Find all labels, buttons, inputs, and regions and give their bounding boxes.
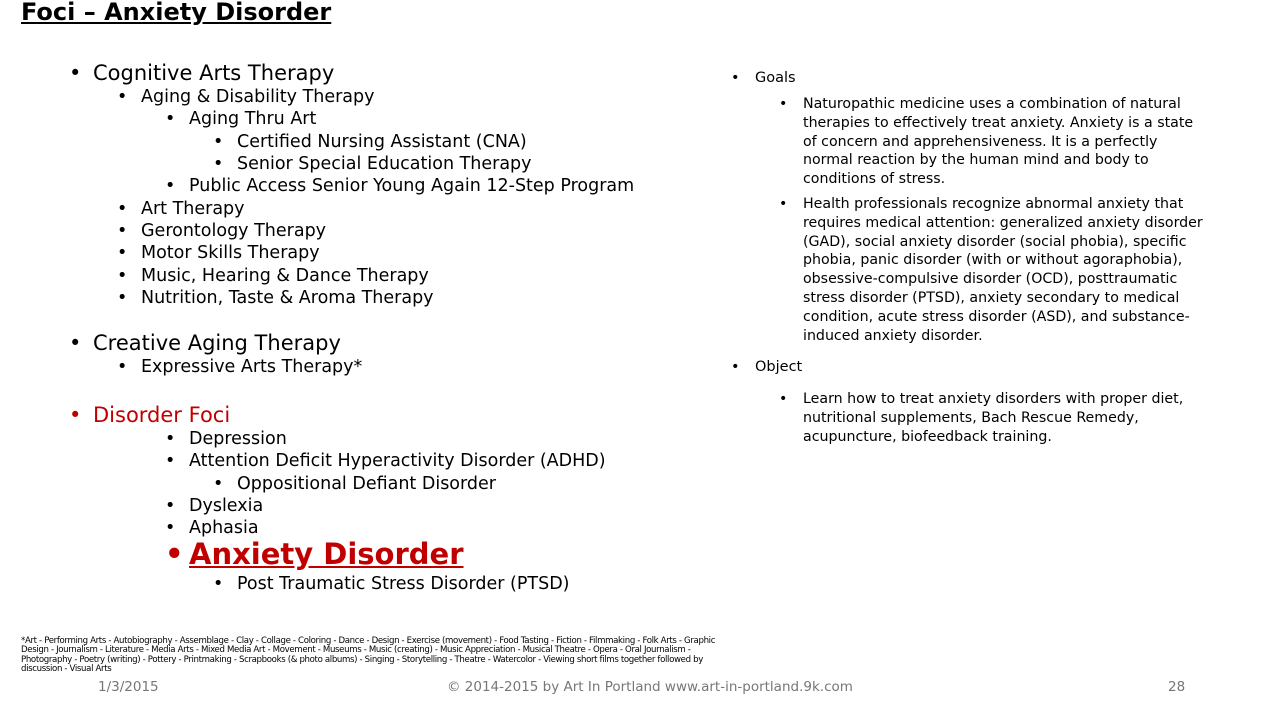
bullet-icon: • [117,221,128,241]
bullet-icon: • [165,451,176,471]
list-item: • Motor Skills Therapy [117,243,320,263]
list-item: • Oppositional Defiant Disorder [213,474,496,494]
bullet-icon: • [779,96,788,112]
list-item: • Gerontology Therapy [117,221,327,241]
bullet-icon: • [165,518,176,538]
bullet-icon: • [213,154,224,174]
bullet-icon: • [213,574,224,594]
bullet-icon: • [731,70,740,86]
list-item-disorder-foci: • Disorder Foci [69,403,231,427]
bullet-icon: • [117,357,128,377]
bullet-icon: • [69,331,82,355]
list-item: • Senior Special Education Therapy [213,154,532,174]
object-heading: • Object [731,359,803,375]
bullet-icon: • [69,403,82,427]
list-item: • Public Access Senior Young Again 12-Step Program [165,176,635,196]
bullet-icon: • [117,199,128,219]
list-item: • Music, Hearing & Dance Therapy [117,266,429,286]
goals-paragraph-1: • Naturopathic medicine uses a combination of natural therapies to effectively treat anxiety. Anxiety is a state of concern and apprehensiveness. It is a perfectly normal reaction by the human mind and body to conditions of stress. [779,96,1194,188]
list-item: • Aphasia [165,518,259,538]
goals-paragraph-2: • Health professionals recognize abnormal anxiety that requires medical attention: generalized anxiety disorder (GAD), social anxiety disorder (social phobia), specific phobia, panic disorder (with or without agoraphobia), obsessive-compulsive disorder (OCD), posttraumatic stress disorder (PTSD), anxiety secondary to medical condition, acute stress disorder (ASD), and substance-induced anxiety disorder. [779,196,1203,344]
list-item-creative-aging: • Creative Aging Therapy [69,331,341,355]
footnote: *Art - Performing Arts - Autobiography - Assemblage - Clay - Collage - Coloring - Dance - Design - Exercise (movement) - Food Tasting - Fiction - Filmmaking - Folk Arts - Graphic Design - Journalism - Literature - Media Arts - Mixed Media Art - Movement - Museums - Music (creating) - Music Appreciation - Musical Theatre - Opera - Oral Journalism - Photography - Poetry (writing) - Pottery - Printmaking - Scrapbooks (& photo albums) - Singing - Storytelling - Theatre - Watercolor - Viewing short films together followed by discussion - Visual Arts [21,636,716,675]
slide-title: Foci – Anxiety Disorder [21,0,332,26]
bullet-icon: • [213,474,224,494]
list-item: • Depression [165,429,287,449]
bullet-icon: • [117,288,128,308]
list-item-anxiety-disorder-highlight: • Anxiety Disorder [165,537,464,571]
goals-heading: • Goals [731,70,796,86]
bullet-icon: • [779,391,788,407]
list-item: • Certified Nursing Assistant (CNA) [213,132,527,152]
object-paragraph-1: • Learn how to treat anxiety disorders with proper diet, nutritional supplements, Bach Rescue Remedy, acupuncture, biofeedback training. [779,391,1184,445]
bullet-icon: • [165,109,176,129]
bullet-icon: • [213,132,224,152]
list-item: • Nutrition, Taste & Aroma Therapy [117,288,434,308]
bullet-icon: • [165,429,176,449]
list-item-cognitive-arts: • Cognitive Arts Therapy [69,61,335,85]
footer-page-number: 28 [1168,679,1186,695]
list-item: • Post Traumatic Stress Disorder (PTSD) [213,574,570,594]
bullet-icon: • [117,266,128,286]
footer-date: 1/3/2015 [98,679,159,695]
bullet-icon: • [117,243,128,263]
bullet-icon: • [165,176,176,196]
bullet-icon: • [165,537,184,571]
list-item: • Dyslexia [165,496,264,516]
list-item: • Aging & Disability Therapy [117,87,375,107]
bullet-icon: • [69,61,82,85]
list-item: • Art Therapy [117,199,245,219]
left-outline [0,0,720,600]
bullet-icon: • [779,196,788,212]
footer-copyright: © 2014-2015 by Art In Portland www.art-in-portland.9k.com [447,679,853,695]
bullet-icon: • [731,359,740,375]
list-item: • Expressive Arts Therapy* [117,357,363,377]
list-item: • Aging Thru Art [165,109,317,129]
list-item: • Attention Deficit Hyperactivity Disorder (ADHD) [165,451,606,471]
bullet-icon: • [117,87,128,107]
bullet-icon: • [165,496,176,516]
